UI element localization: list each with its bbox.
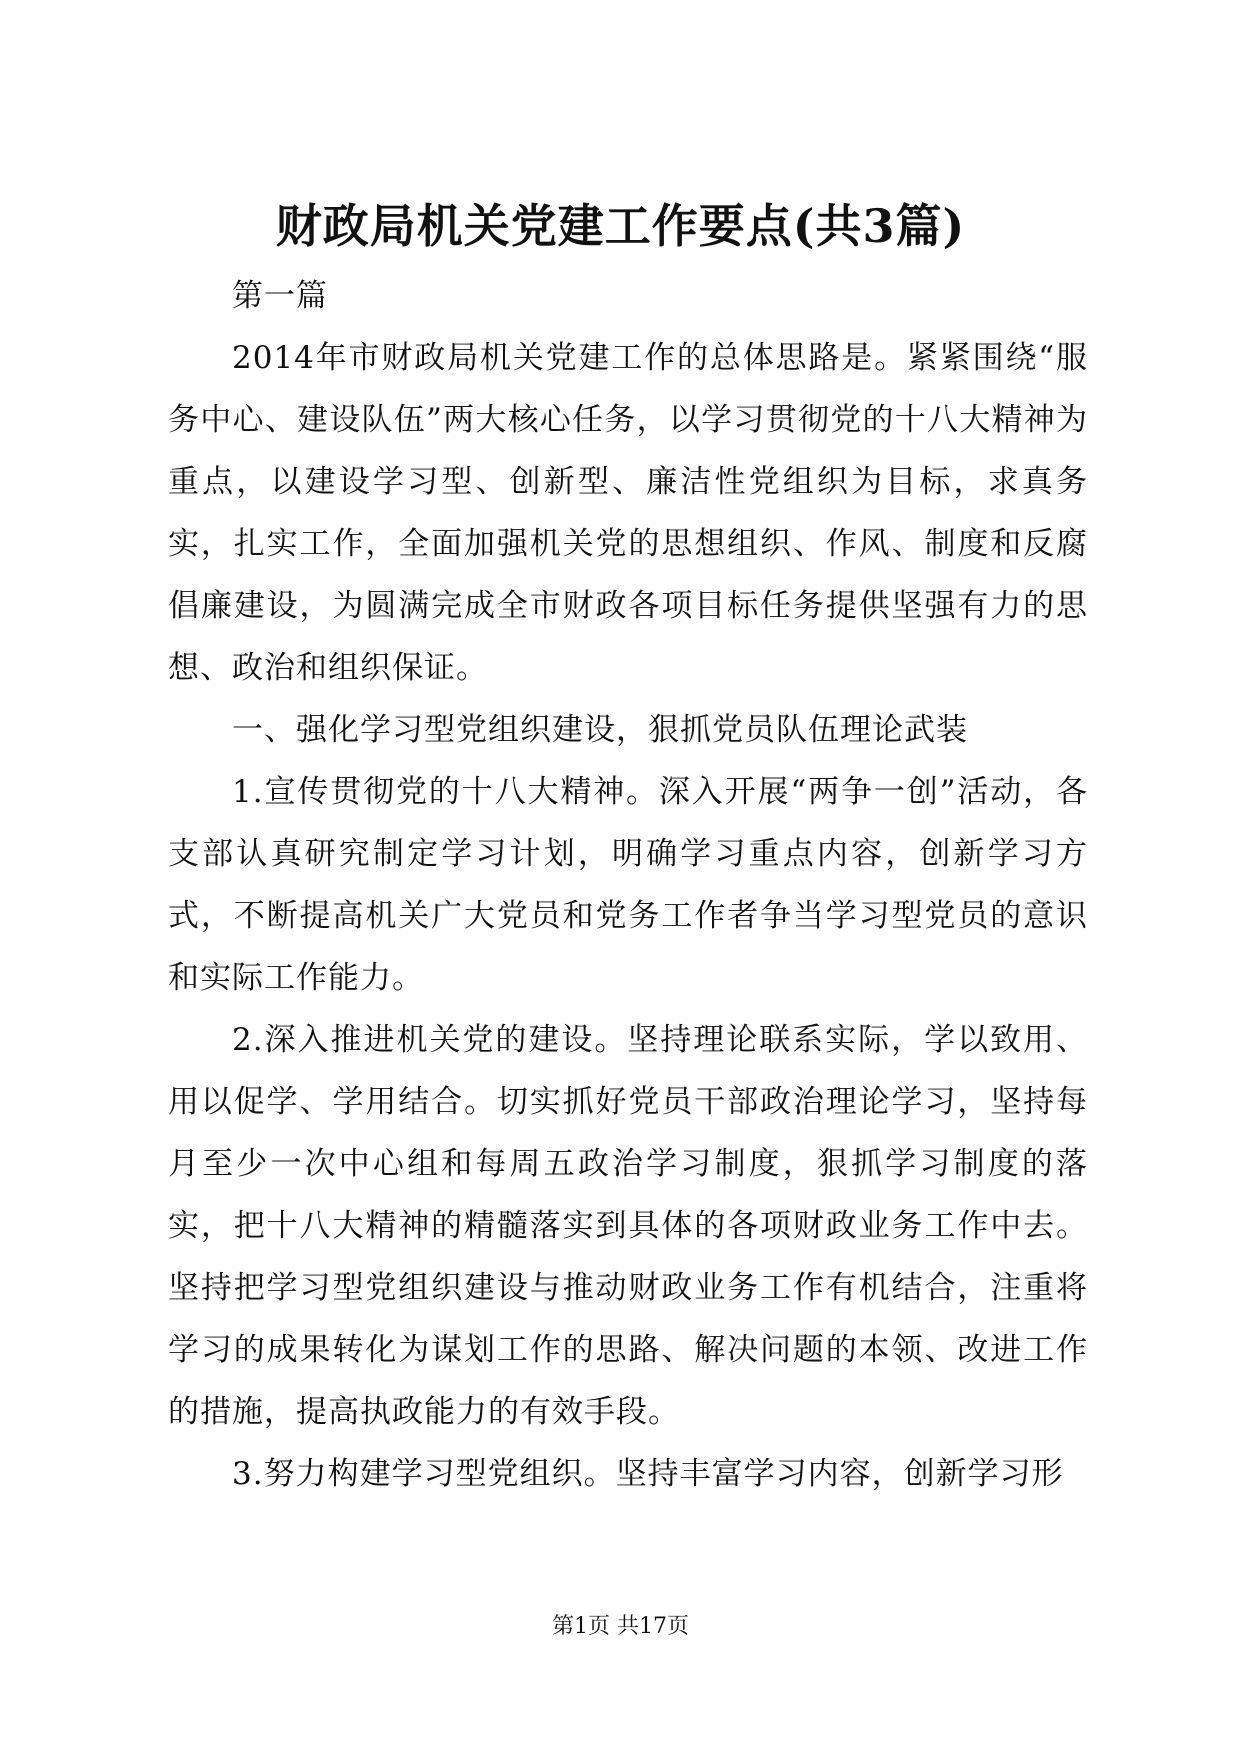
paragraph-item-2: 2.深入推进机关党的建设。坚持理论联系实际，学以致用、用以促学、学用结合。切实抓好党员干部政治理论学习，坚持每月至少一次中心组和每周五政治学习制度，狠抓学习制度的落实，把十八大精神的精髓落实到具体的各项财政业务工作中去。坚持把学习型党组织建设与推动财政业务工作有机结合，注重将学习的成果转化为谋划工作的思路、解决问题的本领、改进工作的措施，提高执政能力的有效手段。 <box>168 1022 1088 1430</box>
paragraph-item-1: 1.宣传贯彻党的十八大精神。深入开展“两争一创”活动，各支部认真研究制定学习计划，明确学习重点内容，创新学习方式，不断提高机关广大党员和党务工作者争当学习型党员的意识和实际工作能力。 <box>168 774 1088 996</box>
part-heading: 第一篇 <box>232 278 328 314</box>
section-heading-1: 一、强化学习型党组织建设，狠抓党员队伍理论武装 <box>232 712 968 748</box>
paragraph-item-3: 3.努力构建学习型党组织。坚持丰富学习内容，创新学习形 <box>232 1456 1064 1492</box>
document-title: 财政局机关党建工作要点(共3篇) <box>275 199 966 253</box>
page-footer: 第1页 共17页 <box>552 1614 689 1639</box>
paragraph-overview: 2014年市财政局机关党建工作的总体思路是。紧紧围绕“服务中心、建设队伍”两大核心任务，以学习贯彻党的十八大精神为重点，以建设学习型、创新型、廉洁性党组织为目标，求真务实，扎实工作，全面加强机关党的思想组织、作风、制度和反腐倡廉建设，为圆满完成全市财政各项目标任务提供坚强有力的思想、政治和组织保证。 <box>168 340 1088 686</box>
document-body <box>168 265 1088 1505</box>
